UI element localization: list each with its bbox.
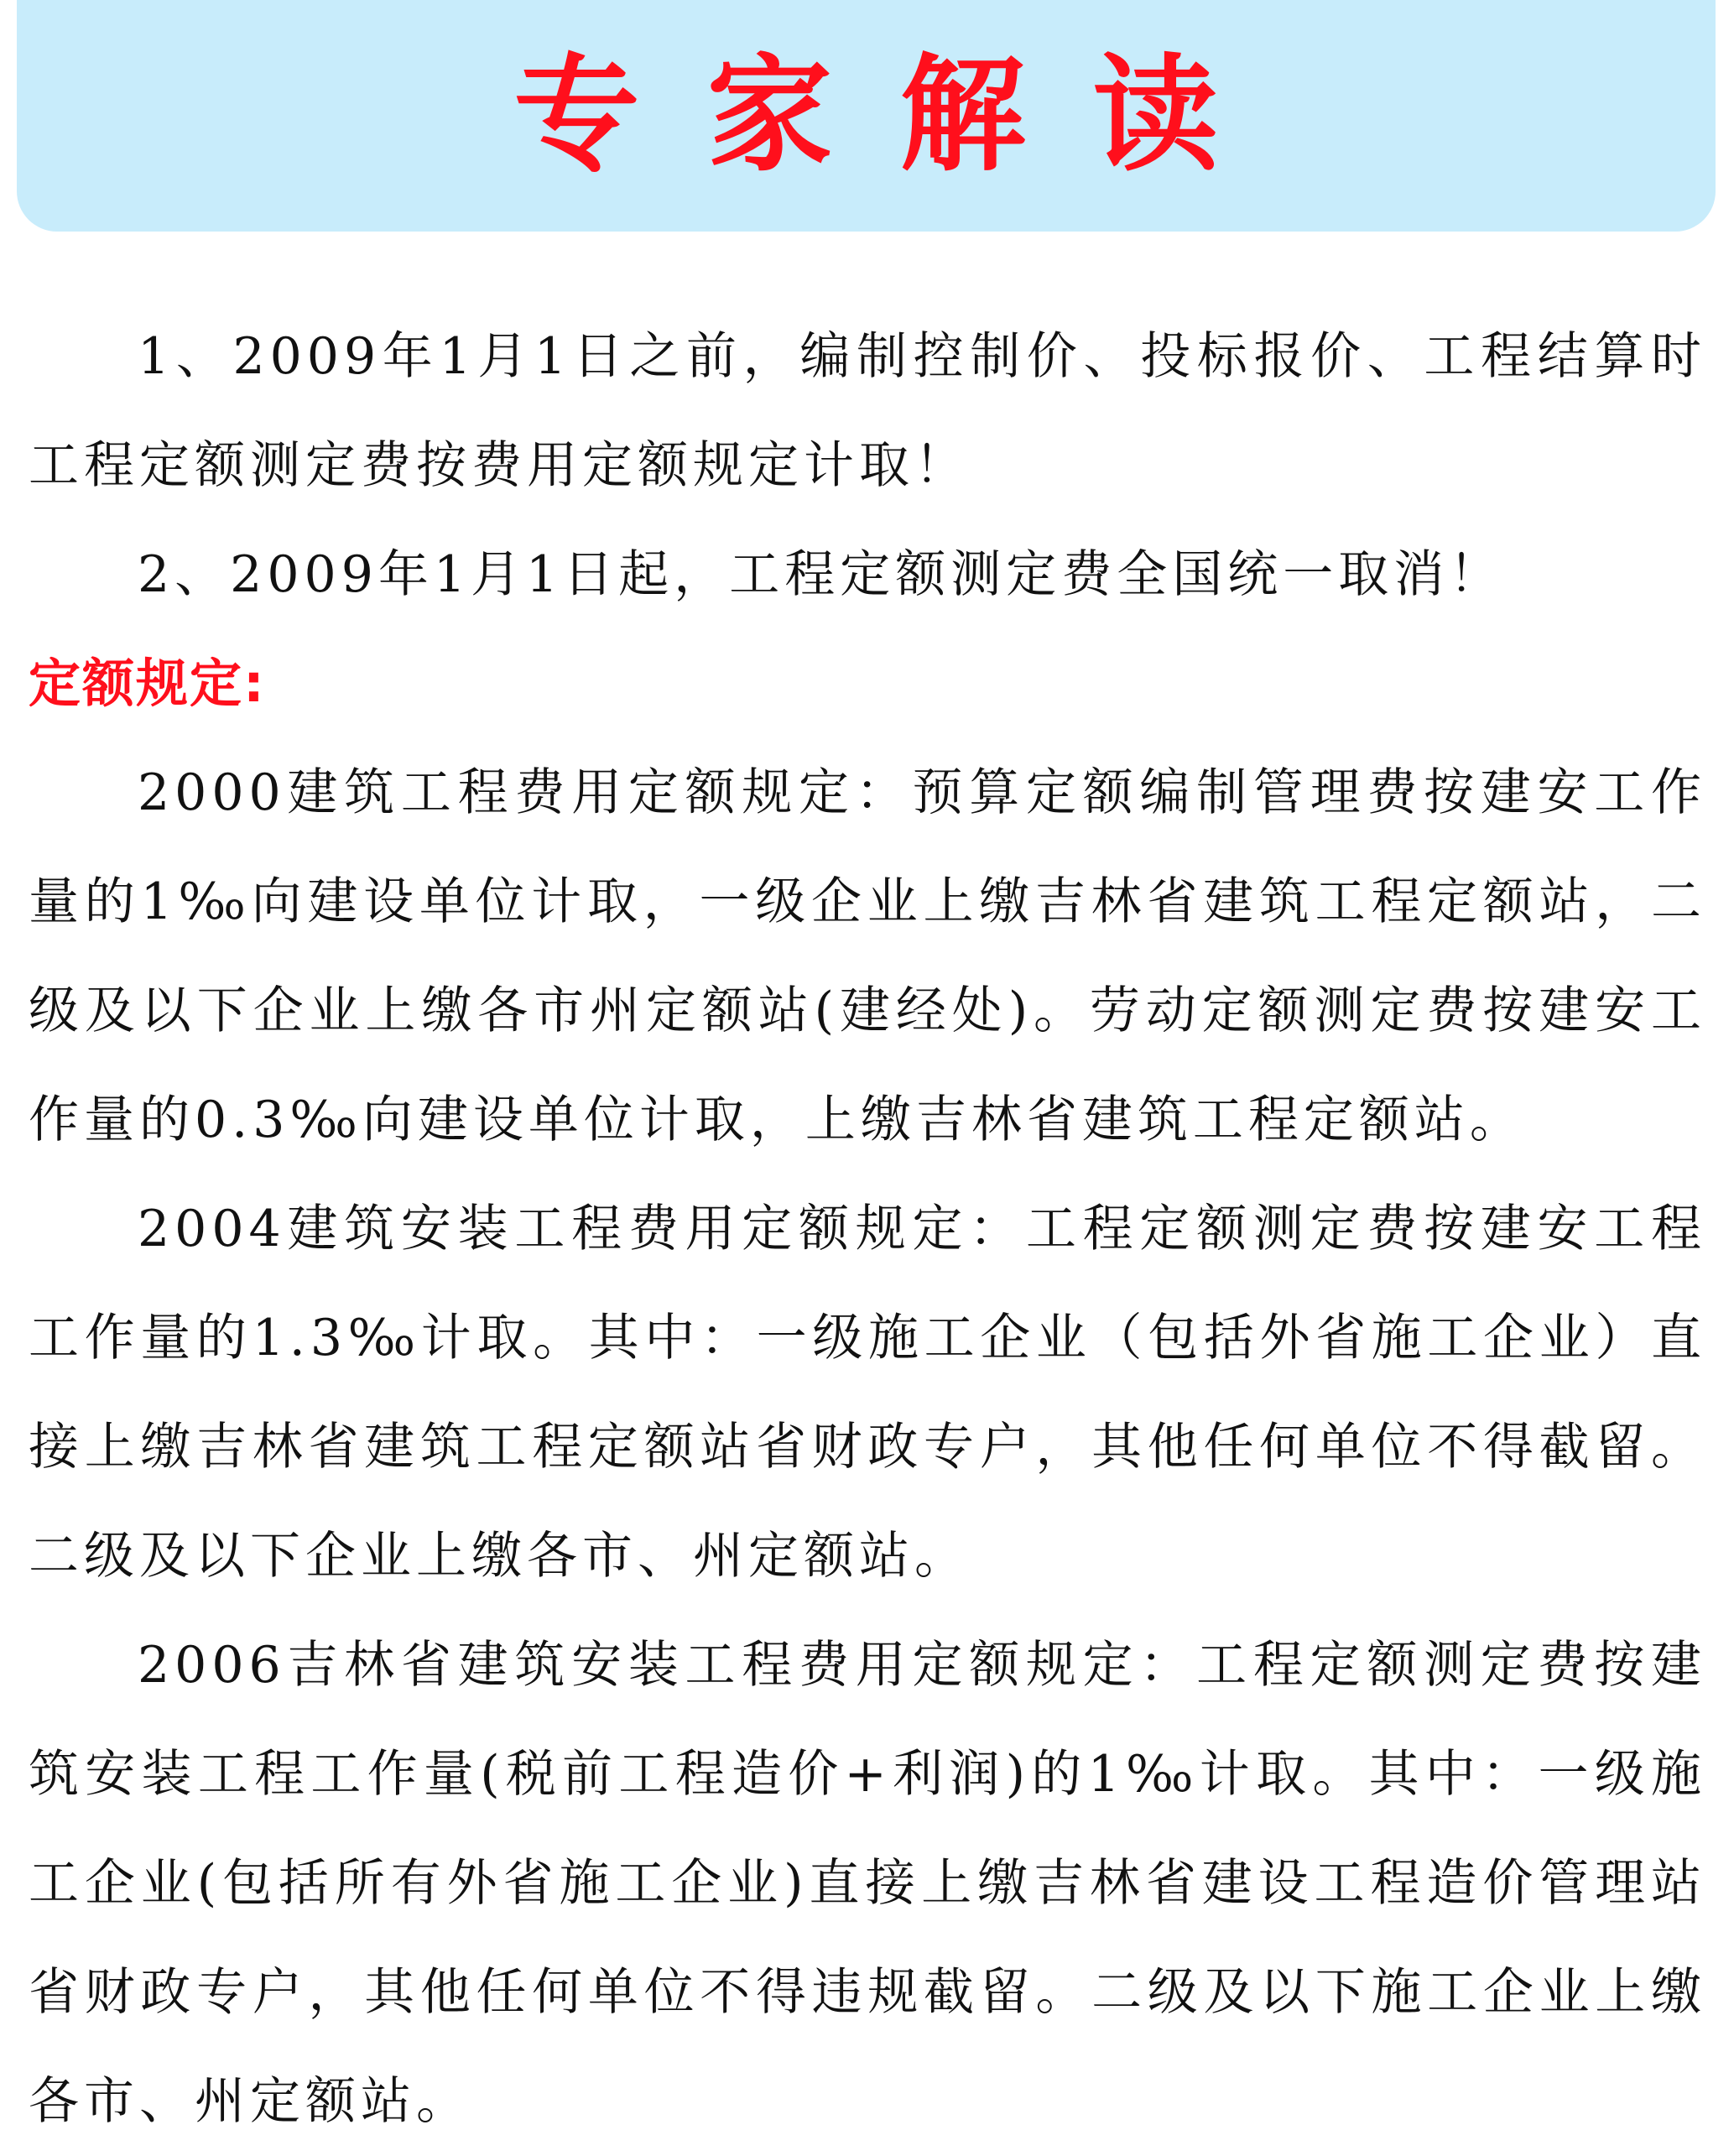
section-heading-quota-rules: 定额规定:	[29, 653, 266, 714]
paragraph-rule-2006: 2006吉林省建筑安装工程费用定额规定：工程定额测定费按建筑安装工程工作量(税前工程造价+利润)的1‰计取。其中：一级施工企业(包括所有外省施工企业)直接上缴吉林省建设工程造价管理站省财政专户，其他任何单位不得违规截留。二级及以下施工企业上缴各市、州定额站。	[29, 1636, 1706, 2131]
paragraph-rule-2004: 2004建筑安装工程费用定额规定：工程定额测定费按建安工程工作量的1.3‰计取。其中：一级施工企业（包括外省施工企业）直接上缴吉林省建筑工程定额站省财政专户，其他任何单位不得截留。二级及以下企业上缴各市、州定额站。	[29, 1200, 1706, 1586]
header-banner	[17, 0, 1716, 232]
paragraph-item-2: 2、2009年1月1日起，工程定额测定费全国统一取消！	[138, 545, 1505, 604]
page-title: 专家解读	[513, 43, 1286, 189]
paragraph-rule-2000: 2000建筑工程费用定额规定：预算定额编制管理费按建安工作量的1‰向建设单位计取，一级企业上缴吉林省建筑工程定额站，二级及以下企业上缴各市州定额站(建经处)。劳动定额测定费按建安工作量的0.3‰向建设单位计取，上缴吉林省建筑工程定额站。	[29, 763, 1706, 1149]
paragraph-item-1: 1、2009年1月1日之前，编制控制价、投标报价、工程结算时工程定额测定费按费用定额规定计取！	[29, 327, 1706, 495]
article-body	[29, 302, 1706, 2156]
